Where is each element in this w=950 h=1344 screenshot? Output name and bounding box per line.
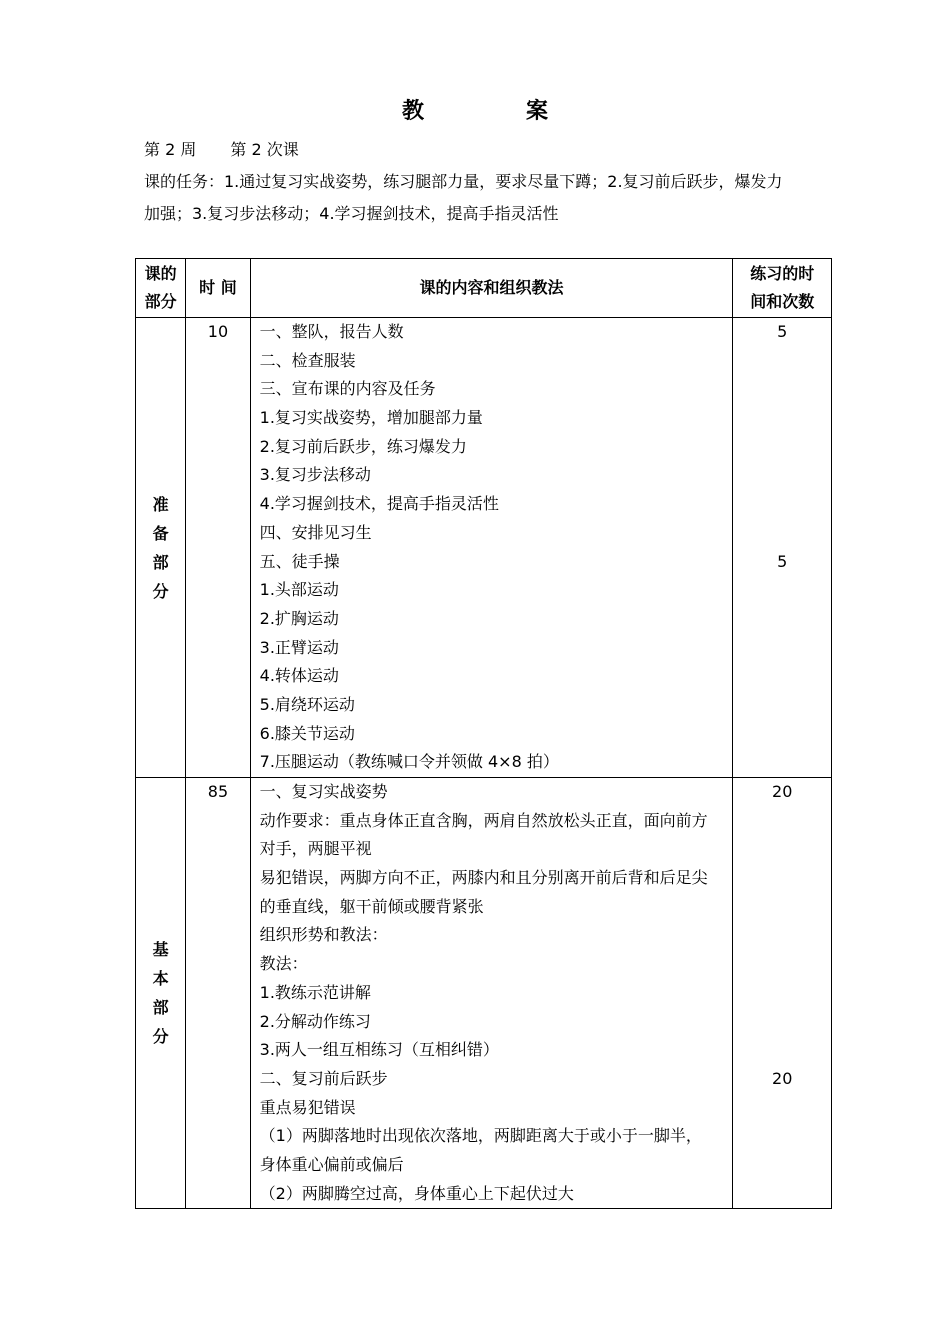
header-count-line-2: 间和次数 <box>750 292 815 311</box>
content-line: 四、安排见习生 <box>259 522 372 542</box>
header-count <box>733 259 832 318</box>
section-time <box>186 778 250 1209</box>
count-line <box>733 605 831 634</box>
section-count <box>733 318 832 778</box>
count-line <box>733 691 831 720</box>
count-line <box>733 461 831 490</box>
content-line: 7.压腿运动（教练喊口令并领做 4×8 拍） <box>259 752 559 772</box>
count-line <box>733 519 831 548</box>
task-line-1: 课的任务：1.通过复习实战姿势，练习腿部力量，要求尽量下蹲；2.复习前后跃步，爆发力 <box>144 172 783 191</box>
content-line: 1.教练示范讲解 <box>259 982 371 1002</box>
content-line: 身体重心偏前或偏后 <box>259 1154 404 1174</box>
content-line: （1）两脚落地时出现依次落地，两脚距离大于或小于一脚半， <box>259 1126 702 1146</box>
count-line <box>733 748 831 777</box>
section-part-label <box>136 778 186 1209</box>
section-part-char: 本 <box>152 969 169 989</box>
header-content: 课的内容和组织教法 <box>250 259 733 318</box>
table-header-row <box>136 259 832 318</box>
section-part-label <box>136 318 186 778</box>
section-part-char: 基 <box>152 940 169 960</box>
section-part-char: 备 <box>152 523 169 543</box>
count-line <box>733 979 831 1008</box>
section-part-char: 准 <box>152 494 169 514</box>
count-line <box>733 634 831 663</box>
content-line: 二、检查服装 <box>259 350 356 370</box>
content-line: 三、宣布课的内容及任务 <box>259 379 436 399</box>
header-count-line-1: 练习的时 <box>750 264 815 283</box>
section-part-char: 分 <box>152 581 169 601</box>
section-content <box>250 318 733 778</box>
content-line: 2.扩胸运动 <box>259 608 339 628</box>
section-time-value: 10 <box>207 322 229 341</box>
content-line: 二、复习前后跃步 <box>259 1068 388 1088</box>
section-part-char: 分 <box>152 1027 169 1047</box>
count-line <box>733 1094 831 1123</box>
content-line: 2.分解动作练习 <box>259 1011 371 1031</box>
content-line: 的垂直线，躯干前倾或腰背紧张 <box>259 896 484 916</box>
count-line <box>733 921 831 950</box>
week-label: 第 2 周 <box>144 140 197 159</box>
content-line: 易犯错误，两脚方向不正，两膝内和且分别离开前后背和后足尖 <box>259 868 708 888</box>
content-line: 1.复习实战姿势，增加腿部力量 <box>259 408 483 428</box>
content-line: 4.转体运动 <box>259 666 339 686</box>
content-line: 重点易犯错误 <box>259 1097 356 1117</box>
section-content <box>250 778 733 1209</box>
count-line <box>733 807 831 836</box>
section-row <box>136 318 832 778</box>
count-line <box>733 864 831 893</box>
lesson-task <box>144 166 824 230</box>
count-line: 5 <box>777 322 788 341</box>
count-line: 20 <box>772 782 793 801</box>
count-line <box>733 347 831 376</box>
count-line <box>733 1180 831 1209</box>
count-line <box>733 490 831 519</box>
count-line: 20 <box>772 1068 793 1088</box>
content-line: 1.头部运动 <box>259 580 339 600</box>
header-part-line-1: 课的 <box>144 264 177 283</box>
page-title: 教 案 <box>401 99 588 124</box>
content-line: 一、复习实战姿势 <box>259 782 388 801</box>
content-line: 3.复习步法移动 <box>259 465 371 485</box>
content-line: 6.膝关节运动 <box>259 723 355 743</box>
count-line <box>733 1008 831 1037</box>
count-line <box>733 720 831 749</box>
section-row <box>136 778 832 1209</box>
content-line: 2.复习前后跃步，练习爆发力 <box>259 436 467 456</box>
week-lesson-line <box>144 134 299 166</box>
content-line: 3.正臂运动 <box>259 637 339 657</box>
content-line: 对手，两腿平视 <box>259 839 372 859</box>
count-line <box>733 433 831 462</box>
count-line <box>733 576 831 605</box>
section-part-char: 部 <box>152 998 169 1018</box>
content-line: 五、徒手操 <box>259 551 340 571</box>
content-line: 一、整队，报告人数 <box>259 322 404 341</box>
task-line-2: 加强；3.复习步法移动；4.学习握剑技术，提高手指灵活性 <box>144 204 559 223</box>
content-line: 教法： <box>259 954 308 974</box>
count-line <box>733 835 831 864</box>
count-line <box>733 1122 831 1151</box>
section-part-char: 部 <box>152 552 169 572</box>
count-line <box>733 662 831 691</box>
content-line: 3.两人一组互相练习（互相纠错） <box>259 1040 499 1060</box>
section-count <box>733 778 832 1209</box>
count-line <box>733 893 831 922</box>
section-time-value: 85 <box>207 782 229 801</box>
count-line <box>733 950 831 979</box>
lesson-plan-table <box>135 258 832 1209</box>
content-line: 4.学习握剑技术，提高手指灵活性 <box>259 494 499 514</box>
header-part-line-2: 部分 <box>144 292 177 311</box>
count-line: 5 <box>777 551 788 571</box>
header-time: 时 间 <box>186 259 250 318</box>
count-line <box>733 375 831 404</box>
content-line: 动作要求：重点身体正直含胸，两肩自然放松头正直，面向前方 <box>259 810 708 830</box>
count-line <box>733 404 831 433</box>
lesson-label: 第 2 次课 <box>230 140 299 159</box>
header-part <box>136 259 186 318</box>
section-time <box>186 318 250 778</box>
count-line <box>733 1036 831 1065</box>
count-line <box>733 1151 831 1180</box>
content-line: 组织形势和教法： <box>259 925 388 945</box>
content-line: 5.肩绕环运动 <box>259 694 355 714</box>
content-line: （2）两脚腾空过高，身体重心上下起伏过大 <box>259 1183 574 1203</box>
